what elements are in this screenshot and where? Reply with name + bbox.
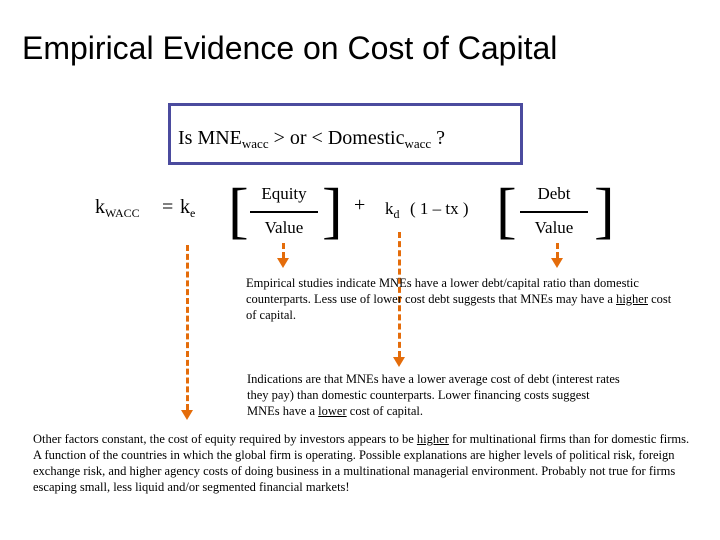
emphasis-higher: higher (416, 432, 449, 446)
equals-sign: = (162, 196, 174, 218)
fraction-line-2 (520, 211, 588, 213)
capital-structure-note: Empirical studies indicate MNEs have a lower debt/capital ratio than domestic counterparts. Less use of lower cost debt suggests that MNEs may have a higher cost of capital. (246, 276, 672, 322)
bracket-open-2: [ (496, 177, 517, 245)
question-suffix: ? (431, 127, 446, 149)
kd-subscript: d (393, 207, 400, 221)
bracket-close-1: ] (322, 177, 343, 245)
formula-lhs (95, 196, 140, 221)
question-text (178, 127, 445, 152)
arrow-debt-ratio-line (556, 243, 559, 258)
arrow-down-icon (277, 258, 289, 268)
plus-sign: + (354, 194, 366, 216)
emphasis-lower: lower (318, 404, 347, 418)
ke-subscript: e (190, 206, 196, 220)
question-sub-wacc-2: wacc (404, 136, 432, 151)
question-prefix: Is MNE (178, 127, 242, 149)
debt-label: Debt (537, 184, 571, 203)
arrow-down-icon (551, 258, 563, 268)
cost-of-equity (180, 196, 195, 221)
value-label-2: Value (534, 218, 574, 237)
k-symbol: k (95, 196, 105, 218)
wacc-subscript: WACC (105, 206, 140, 220)
fraction-line-1 (250, 211, 318, 213)
value-label-1: Value (264, 218, 304, 237)
kd-symbol: k (385, 199, 394, 218)
tax-term: ( 1 – tx ) (410, 199, 469, 218)
question-sub-wacc-1: wacc (241, 136, 269, 151)
cost-of-equity-note: Other factors constant, the cost of equity required by investors appears to be higher for multinational firms than for domestic firms. A function of the countries in which the global firm is operating. Possible explanations are higher levels of political risk, foreign exchange risk, and higher agency costs of doing business in a multinational managerial environment. Probably not true for firms escaping small, less liquid and/or segmented financial markets! (33, 432, 690, 494)
bracket-close-2: ] (594, 177, 615, 245)
arrow-capital-structure-line (282, 243, 285, 258)
cost-of-debt (385, 199, 400, 222)
equity-label: Equity (261, 184, 307, 203)
arrow-down-icon (181, 410, 193, 420)
page-title: Empirical Evidence on Cost of Capital (22, 30, 558, 66)
question-middle: > or < Domestic (268, 127, 405, 149)
arrow-down-icon (393, 357, 405, 367)
cost-of-debt-note: Indications are that MNEs have a lower average cost of debt (interest rates they pay) than domestic counterparts. Lower financing costs suggest MNEs have a lower cost of capital. (247, 372, 620, 418)
arrow-equity-cost-line (186, 245, 189, 410)
ke-symbol: k (180, 196, 190, 218)
emphasis-higher: higher (616, 292, 648, 306)
bracket-open-1: [ (228, 177, 249, 245)
